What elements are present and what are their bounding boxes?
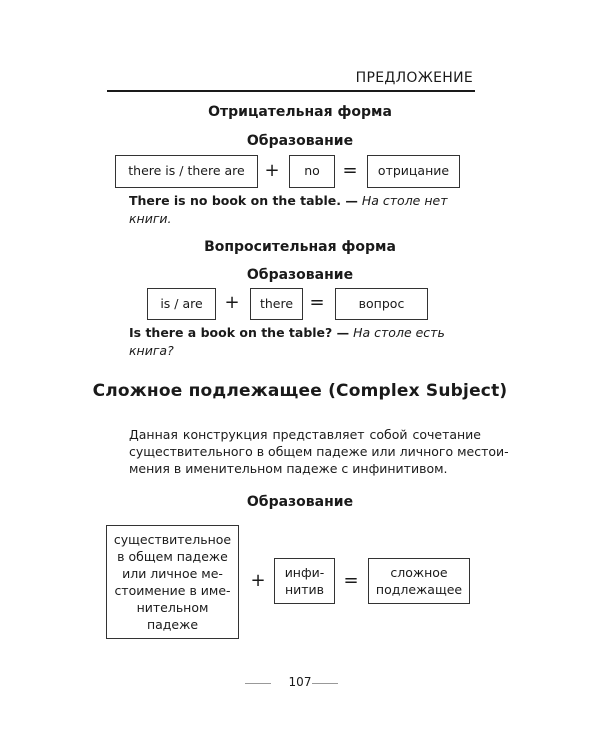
negative-example-en: There is no book on the table. — [129,193,358,208]
question-form-title: Вопросительная форма [204,239,396,255]
complex-formula-box-3 [368,558,470,604]
complex-formula-box-2 [274,558,335,604]
page-number-rule-right [312,683,338,684]
box1-line-1: существительное [113,532,232,547]
box1-line-4: стоимение в име- [114,583,231,598]
page-number: 107 [288,675,312,689]
question-example-ru-1: На столе есть [353,325,445,340]
question-example-en: Is there a book on the table? — [129,325,350,340]
question-formula-box-1: is / are [147,288,216,320]
complex-subject-description [129,426,509,477]
complex-subject-title: Сложное подлежащее (Complex Subject) [92,381,508,401]
negative-example-ru-2: книги. [129,211,172,226]
box1-line-3: или личное ме- [122,566,223,581]
question-example [129,324,479,360]
negative-form-title: Отрицательная форма [208,104,392,120]
complex-formation-label: Образование [246,494,354,510]
question-formula-plus: + [224,292,240,313]
description-line-2: существительного в общем падеже или личного местои- [129,444,509,459]
box3-line-2: подлежащее [375,582,463,597]
question-formula-box-3: вопрос [335,288,428,320]
box1-line-2: в общем падеже [117,549,228,564]
complex-formula-plus: + [250,570,266,591]
running-header: ПРЕДЛОЖЕНИЕ [355,70,473,86]
box1-line-6: падеже [146,617,199,632]
complex-formula-equals: = [343,570,359,591]
negative-formula-box-1: there is / there are [115,155,258,188]
negative-formation-label: Образование [246,133,354,149]
description-line-1: Данная конструкция представляет собой сочетание [129,427,481,442]
negative-example-ru-1: На столе нет [361,193,448,208]
negative-formula-plus: + [264,160,280,181]
question-example-ru-2: книга? [129,343,174,358]
question-formula-box-2: there [250,288,303,320]
header-rule [107,90,475,92]
negative-example [129,192,479,228]
box2-line-2: нитив [284,582,325,597]
description-line-3: мения в именительном падеже с инфинитивом. [129,461,448,476]
negative-formula-box-3: отрицание [367,155,460,188]
box3-line-1: сложное [390,565,448,580]
negative-formula-box-2: no [289,155,335,188]
complex-formula-box-1 [106,525,239,639]
negative-formula-equals: = [342,160,358,181]
box1-line-5: нительном [136,600,209,615]
question-formation-label: Образование [246,267,354,283]
question-formula-equals: = [309,292,325,313]
box2-line-1: инфи- [284,565,325,580]
